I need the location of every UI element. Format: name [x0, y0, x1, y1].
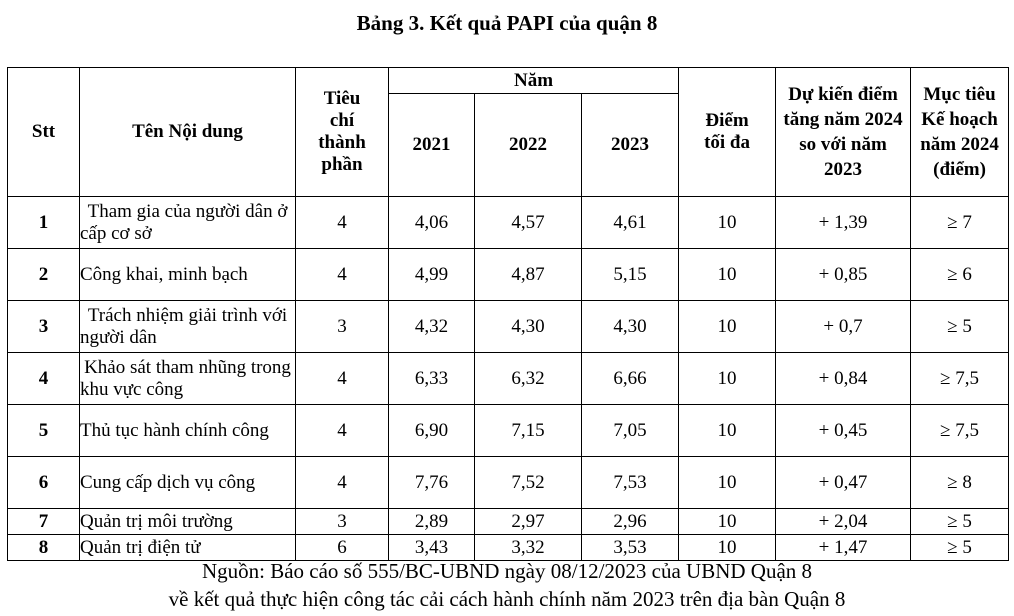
- cell-target: ≥ 6: [911, 249, 1009, 301]
- cell-2023: 3,53: [582, 535, 679, 561]
- cell-forecast: + 1,47: [776, 535, 911, 561]
- header-criteria: [296, 68, 389, 197]
- cell-criteria: 4: [296, 353, 389, 405]
- table-title: Bảng 3. Kết quả PAPI của quận 8: [356, 11, 658, 35]
- cell-criteria: 3: [296, 509, 389, 535]
- cell-stt: 3: [8, 301, 80, 353]
- cell-criteria: 6: [296, 535, 389, 561]
- cell-2023: 4,30: [582, 301, 679, 353]
- cell-max: 10: [679, 535, 776, 561]
- table-row: [8, 535, 1009, 561]
- cell-max: 10: [679, 249, 776, 301]
- cell-target: ≥ 5: [911, 535, 1009, 561]
- cell-target: ≥ 5: [911, 509, 1009, 535]
- cell-forecast: + 0,45: [776, 405, 911, 457]
- header-row-top: [8, 68, 1009, 94]
- table-row: [8, 249, 1009, 301]
- table-row: [8, 457, 1009, 509]
- header-target-text: Mục tiêu Kế hoạch năm 2024 (điểm): [920, 84, 999, 180]
- cell-target: ≥ 7: [911, 197, 1009, 249]
- cell-2022: 2,97: [475, 509, 582, 535]
- cell-stt: 2: [8, 249, 80, 301]
- header-criteria-text: Tiêu chí thành phần: [318, 88, 366, 175]
- header-stt: Stt: [8, 68, 80, 197]
- cell-2021: 6,90: [389, 405, 475, 457]
- cell-max: 10: [679, 457, 776, 509]
- cell-criteria: 4: [296, 457, 389, 509]
- cell-stt: 4: [8, 353, 80, 405]
- cell-stt: 6: [8, 457, 80, 509]
- cell-max: 10: [679, 301, 776, 353]
- cell-criteria: 4: [296, 197, 389, 249]
- cell-2023: 7,05: [582, 405, 679, 457]
- cell-2021: 2,89: [389, 509, 475, 535]
- header-year-2021: 2021: [389, 94, 475, 197]
- cell-max: 10: [679, 197, 776, 249]
- papi-results-table: [7, 67, 1009, 561]
- cell-forecast: + 0,84: [776, 353, 911, 405]
- cell-2023: 7,53: [582, 457, 679, 509]
- cell-forecast: + 1,39: [776, 197, 911, 249]
- cell-2023: 5,15: [582, 249, 679, 301]
- header-forecast-text: Dự kiến điểm tăng năm 2024 so với năm 2023: [783, 84, 903, 180]
- cell-name: Trách nhiệm giải trình với người dân: [80, 301, 296, 353]
- header-target: [911, 68, 1009, 197]
- cell-max: 10: [679, 405, 776, 457]
- cell-target: ≥ 7,5: [911, 353, 1009, 405]
- cell-2021: 4,06: [389, 197, 475, 249]
- header-year-group: Năm: [389, 68, 679, 94]
- cell-name: Quản trị môi trường: [80, 509, 296, 535]
- cell-max: 10: [679, 509, 776, 535]
- cell-name: Cung cấp dịch vụ công: [80, 457, 296, 509]
- cell-2022: 3,32: [475, 535, 582, 561]
- cell-2023: 6,66: [582, 353, 679, 405]
- cell-2023: 4,61: [582, 197, 679, 249]
- cell-stt: 7: [8, 509, 80, 535]
- source-note-line-2: về kết quả thực hiện công tác cải cách hành chính năm 2023 trên địa bàn Quận 8: [168, 587, 846, 611]
- cell-forecast: + 2,04: [776, 509, 911, 535]
- cell-target: ≥ 8: [911, 457, 1009, 509]
- cell-2023: 2,96: [582, 509, 679, 535]
- cell-name: Thủ tục hành chính công: [80, 405, 296, 457]
- cell-2022: 7,52: [475, 457, 582, 509]
- cell-name: Tham gia của người dân ở cấp cơ sở: [80, 197, 296, 249]
- cell-target: ≥ 7,5: [911, 405, 1009, 457]
- header-year-2022: 2022: [475, 94, 582, 197]
- cell-2021: 4,99: [389, 249, 475, 301]
- cell-criteria: 3: [296, 301, 389, 353]
- cell-2021: 4,32: [389, 301, 475, 353]
- header-max-text: Điểm tối đa: [704, 110, 750, 153]
- table-row: [8, 405, 1009, 457]
- cell-2021: 3,43: [389, 535, 475, 561]
- table-row: [8, 353, 1009, 405]
- cell-stt: 5: [8, 405, 80, 457]
- cell-name: Khảo sát tham nhũng trong khu vực công: [80, 353, 296, 405]
- table-row: [8, 301, 1009, 353]
- cell-2022: 6,32: [475, 353, 582, 405]
- cell-name: Công khai, minh bạch: [80, 249, 296, 301]
- cell-2021: 6,33: [389, 353, 475, 405]
- cell-forecast: + 0,85: [776, 249, 911, 301]
- table-row: [8, 509, 1009, 535]
- cell-name: Quản trị điện tử: [80, 535, 296, 561]
- cell-2022: 7,15: [475, 405, 582, 457]
- header-year-2023: 2023: [582, 94, 679, 197]
- cell-2022: 4,30: [475, 301, 582, 353]
- table-row: [8, 197, 1009, 249]
- cell-2022: 4,57: [475, 197, 582, 249]
- cell-forecast: + 0,7: [776, 301, 911, 353]
- cell-2022: 4,87: [475, 249, 582, 301]
- cell-2021: 7,76: [389, 457, 475, 509]
- header-name: Tên Nội dung: [80, 68, 296, 197]
- cell-forecast: + 0,47: [776, 457, 911, 509]
- cell-max: 10: [679, 353, 776, 405]
- cell-target: ≥ 5: [911, 301, 1009, 353]
- cell-criteria: 4: [296, 249, 389, 301]
- cell-stt: 1: [8, 197, 80, 249]
- header-max: [679, 68, 776, 197]
- cell-criteria: 4: [296, 405, 389, 457]
- cell-stt: 8: [8, 535, 80, 561]
- source-note-line-1: Nguồn: Báo cáo số 555/BC-UBND ngày 08/12/2023 của UBND Quận 8: [201, 559, 813, 583]
- header-forecast: [776, 68, 911, 197]
